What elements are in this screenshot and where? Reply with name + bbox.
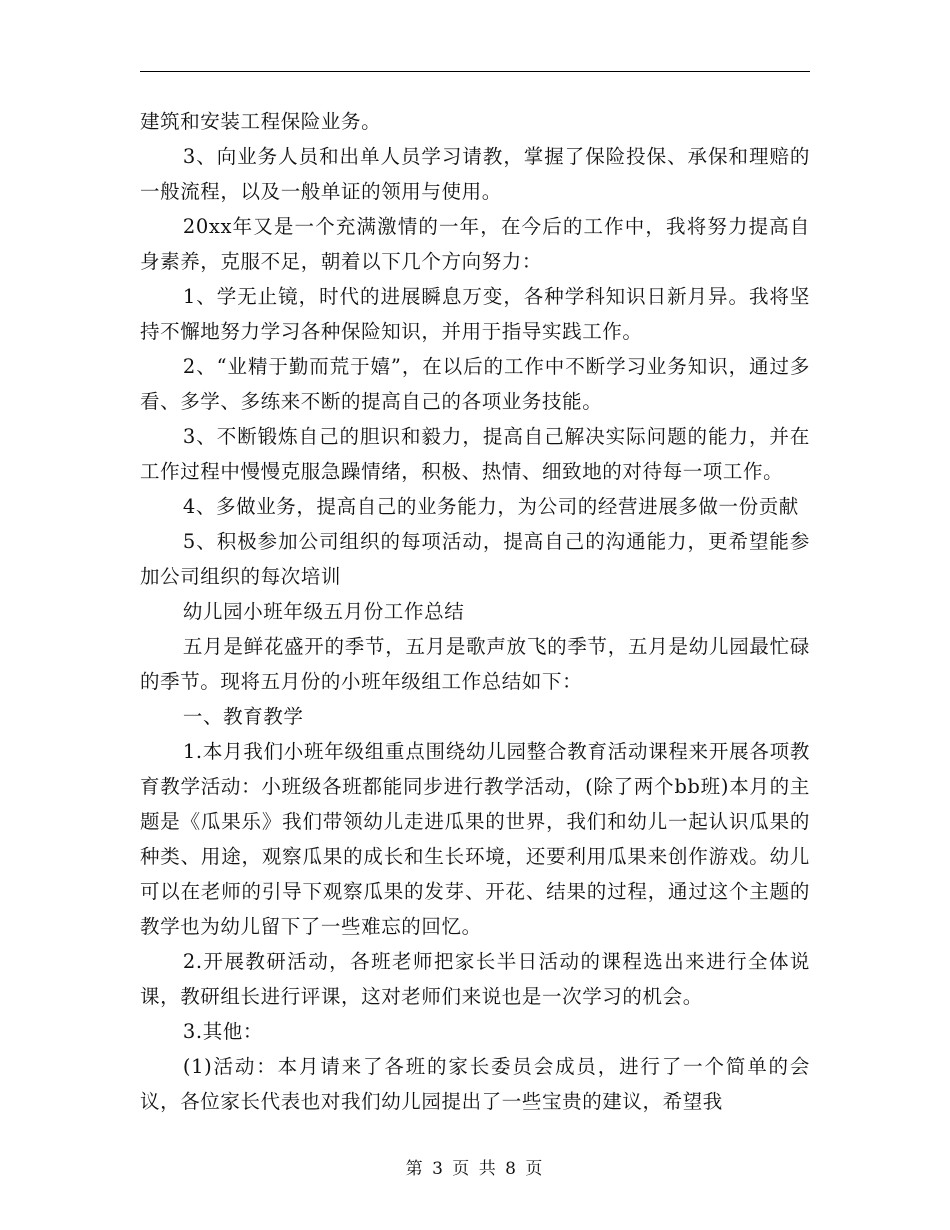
paragraph: (1)活动：本月请来了各班的家长委员会成员，进行了一个简单的会议，各位家长代表也对我们幼儿园提出了一些宝贵的建议，希望我 bbox=[140, 1055, 810, 1113]
paragraph: 2、“业精于勤而荒于嬉”，在以后的工作中不断学习业务知识，通过多看、多学、多练来不断的提高自己的各项业务技能。 bbox=[140, 355, 810, 413]
page-number-footer: 第 3 页 共 8 页 bbox=[405, 1159, 545, 1179]
paragraph: 4、多做业务，提高自己的业务能力，为公司的经营进展多做一份贡献 bbox=[182, 495, 799, 518]
paragraph: 3.其他： bbox=[182, 1020, 263, 1043]
paragraph: 1、学无止镜，时代的进展瞬息万变，各种学科知识日新月异。我将坚持不懈地努力学习各种保险知识，并用于指导实践工作。 bbox=[140, 285, 810, 343]
paragraph: 3、不断锻炼自己的胆识和毅力，提高自己解决实际问题的能力，并在工作过程中慢慢克服急躁情绪，积极、热情、细致地的对待每一项工作。 bbox=[140, 425, 810, 483]
paragraph: 5、积极参加公司组织的每项活动，提高自己的沟通能力，更希望能参加公司组织的每次培训 bbox=[140, 530, 810, 588]
paragraph: 20xx年又是一个充满激情的一年，在今后的工作中，我将努力提高自身素养，克服不足，朝着以下几个方向努力： bbox=[140, 215, 810, 273]
section-title: 幼儿园小班年级五月份工作总结 bbox=[182, 600, 465, 623]
section-heading: 一、教育教学 bbox=[182, 705, 304, 728]
document-body bbox=[140, 104, 810, 1119]
paragraph: 五月是鲜花盛开的季节，五月是歌声放飞的季节，五月是幼儿园最忙碌的季节。现将五月份的小班年级组工作总结如下： bbox=[140, 635, 810, 693]
paragraph: 3、向业务人员和出单人员学习请教，掌握了保险投保、承保和理赔的一般流程，以及一般单证的领用与使用。 bbox=[140, 145, 810, 203]
paragraph: 建筑和安装工程保险业务。 bbox=[140, 110, 382, 133]
paragraph: 2.开展教研活动，各班老师把家长半日活动的课程选出来进行全体说课，教研组长进行评课，这对老师们来说也是一次学习的机会。 bbox=[140, 950, 810, 1008]
paragraph: 1.本月我们小班年级组重点围绕幼儿园整合教育活动课程来开展各项教育教学活动：小班级各班都能同步进行教学活动，(除了两个bb班)本月的主题是《瓜果乐》我们带领幼儿走进瓜果的世界，我们和幼儿一起认识瓜果的种类、用途，观察瓜果的成长和生长环境，还要利用瓜果来创作游戏。幼儿可以在老师的引导下观察瓜果的发芽、开花、结果的过程，通过这个主题的教学也为幼儿留下了一些难忘的回忆。 bbox=[140, 740, 810, 938]
header-rule bbox=[140, 71, 810, 72]
